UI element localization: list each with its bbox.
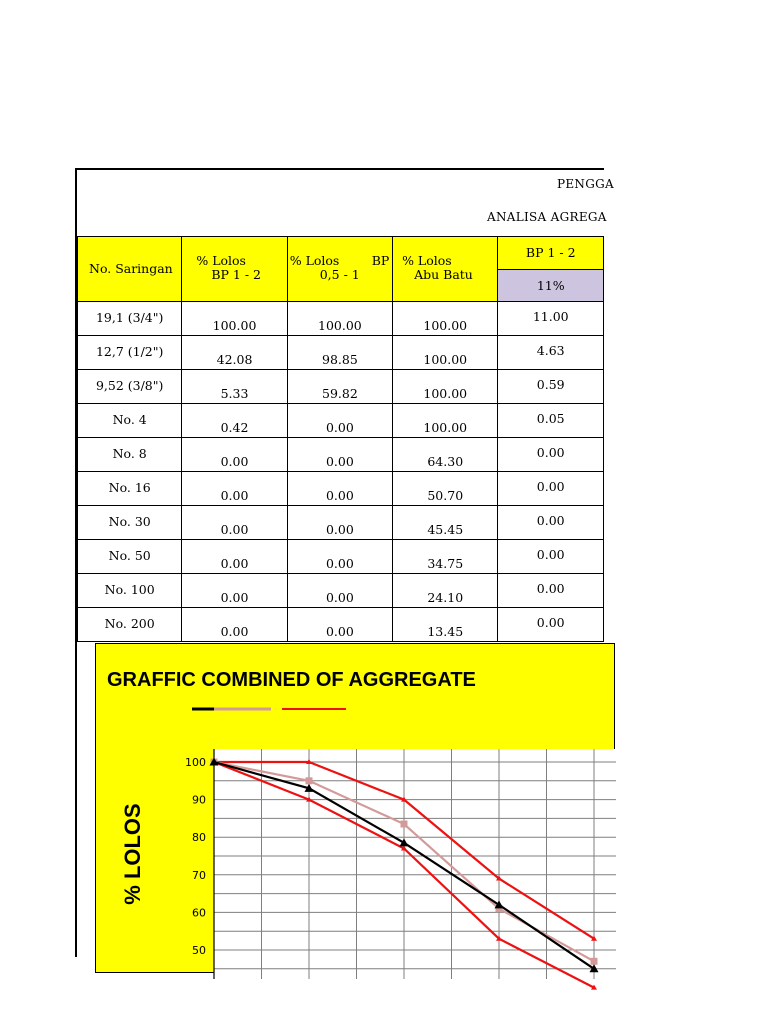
abu-batu-cell[interactable] <box>393 608 498 642</box>
bp12-cell-value: 42.08 <box>216 352 253 367</box>
sieve-cell-value: No. 50 <box>108 548 151 563</box>
abu-batu-cell[interactable] <box>393 506 498 540</box>
combined-cell[interactable] <box>498 438 604 472</box>
header-bp12-line2: BP 1 - 2 <box>211 267 262 282</box>
y-tick-label: 100 <box>185 756 206 769</box>
sieve-cell-value: No. 100 <box>104 582 155 597</box>
header-bp12[interactable] <box>182 237 287 302</box>
sieve-cell[interactable] <box>78 608 182 642</box>
abu-batu-cell-value: 13.45 <box>427 624 464 639</box>
abu-batu-cell-value: 100.00 <box>423 318 468 333</box>
combined-cell-value: 0.00 <box>536 445 565 460</box>
combined-cell[interactable] <box>498 540 604 574</box>
header-sieve[interactable] <box>78 237 182 302</box>
chart-plot <box>96 644 616 974</box>
sheet-title: PENGGA <box>557 177 614 191</box>
bp12-cell[interactable] <box>182 506 287 540</box>
bp051-cell-value: 59.82 <box>322 386 358 401</box>
header-bp051[interactable] <box>287 237 392 302</box>
header-combined-percent[interactable] <box>498 269 604 302</box>
bp051-cell-value: 0.00 <box>325 624 354 639</box>
sieve-cell-value: No. 30 <box>108 514 151 529</box>
chart-title: GRAFFIC COMBINED OF AGGREGATE <box>107 669 476 691</box>
bp12-cell-value: 100.00 <box>212 318 257 333</box>
table-row <box>78 574 604 608</box>
header-combined[interactable] <box>498 237 604 270</box>
bp12-cell-value: 0.00 <box>220 454 249 469</box>
bp12-cell[interactable] <box>182 302 287 336</box>
sieve-cell[interactable] <box>78 574 182 608</box>
abu-batu-cell-value: 34.75 <box>427 556 464 571</box>
sieve-cell-value: No. 4 <box>112 412 147 427</box>
sieve-cell[interactable] <box>78 540 182 574</box>
combined-cell[interactable] <box>498 370 604 404</box>
sieve-cell[interactable] <box>78 404 182 438</box>
bp051-cell-value: 0.00 <box>325 454 354 469</box>
header-bp051-line1: % Lolos <box>289 253 340 268</box>
abu-batu-cell-value: 45.45 <box>427 522 464 537</box>
header-abu-line2: Abu Batu <box>414 267 473 282</box>
combined-cell-value: 0.00 <box>536 581 565 596</box>
table-row <box>78 438 604 472</box>
sieve-cell-value: 12,7 (1/2") <box>95 344 164 359</box>
bp051-cell-value: 0.00 <box>325 488 354 503</box>
sieve-cell[interactable] <box>78 506 182 540</box>
combined-cell-value: 0.59 <box>536 377 565 392</box>
bp051-cell-value: 0.00 <box>325 556 354 571</box>
abu-batu-cell[interactable] <box>393 574 498 608</box>
bp12-cell[interactable] <box>182 472 287 506</box>
sieve-cell[interactable] <box>78 336 182 370</box>
spreadsheet <box>75 168 614 957</box>
abu-batu-cell[interactable] <box>393 336 498 370</box>
y-tick-label: 70 <box>192 868 206 882</box>
sieve-cell-value: No. 200 <box>104 616 155 631</box>
sieve-cell[interactable] <box>78 438 182 472</box>
combined-cell[interactable] <box>498 608 604 642</box>
abu-batu-cell[interactable] <box>393 302 498 336</box>
abu-batu-cell[interactable] <box>393 370 498 404</box>
combined-cell-value: 0.05 <box>536 411 565 426</box>
abu-batu-cell[interactable] <box>393 472 498 506</box>
combined-cell[interactable] <box>498 336 604 370</box>
y-axis-label-text: % LOLOS <box>120 803 145 905</box>
bp051-cell[interactable] <box>287 472 392 506</box>
abu-batu-cell-value: 24.10 <box>427 590 464 605</box>
table-row <box>78 404 604 438</box>
bp12-cell-value: 0.00 <box>220 522 249 537</box>
abu-batu-cell[interactable] <box>393 540 498 574</box>
abu-batu-cell-value: 100.00 <box>423 420 468 435</box>
bp12-cell[interactable] <box>182 336 287 370</box>
data-point <box>401 821 408 828</box>
bp051-cell[interactable] <box>287 370 392 404</box>
table-row <box>78 506 604 540</box>
header-abu[interactable] <box>393 237 498 302</box>
table-row <box>78 370 604 404</box>
bp12-cell-value: 0.00 <box>220 590 249 605</box>
chart-area <box>95 643 615 973</box>
data-point <box>306 777 313 784</box>
header-bp12-line1: % Lolos <box>196 253 246 268</box>
bp12-cell[interactable] <box>182 404 287 438</box>
sieve-table <box>77 236 604 642</box>
abu-batu-cell-value: 64.30 <box>427 454 464 469</box>
abu-batu-cell-value: 100.00 <box>423 386 468 401</box>
combined-cell-value: 0.00 <box>536 513 565 528</box>
abu-batu-cell[interactable] <box>393 404 498 438</box>
sieve-cell-value: No. 16 <box>108 480 151 495</box>
bp12-cell-value: 0.00 <box>220 624 249 639</box>
combined-cell[interactable] <box>498 506 604 540</box>
sieve-cell[interactable] <box>78 472 182 506</box>
bp051-cell[interactable] <box>287 404 392 438</box>
combined-cell-value: 11.00 <box>532 309 569 324</box>
bp12-cell-value: 5.33 <box>220 386 249 401</box>
sieve-cell[interactable] <box>78 302 182 336</box>
bp051-cell-value: 100.00 <box>318 318 362 333</box>
bp12-cell[interactable] <box>182 540 287 574</box>
combined-cell-value: 4.63 <box>536 343 565 358</box>
header-bp051-line2: 0,5 - 1 <box>319 267 360 282</box>
plot-background <box>214 749 616 979</box>
sieve-cell-value: 9,52 (3/8") <box>95 378 164 393</box>
bp051-cell-value: 0.00 <box>325 522 354 537</box>
combined-cell[interactable] <box>498 404 604 438</box>
bp12-cell-value: 0.00 <box>220 488 249 503</box>
bp051-cell[interactable] <box>287 608 392 642</box>
header-sieve-label: No. Saringan <box>89 261 173 276</box>
bp12-cell[interactable] <box>182 574 287 608</box>
table-header-row <box>78 237 604 270</box>
table-row <box>78 608 604 642</box>
data-point <box>591 958 598 965</box>
combined-cell[interactable] <box>498 302 604 336</box>
header-abu-line1: % Lolos <box>402 253 452 268</box>
abu-batu-cell-value: 100.00 <box>423 352 468 367</box>
combined-cell-value: 0.00 <box>536 547 565 562</box>
sieve-cell[interactable] <box>78 370 182 404</box>
percent-value: 11% <box>536 277 565 293</box>
sieve-cell-value: 19,1 (3/4") <box>95 310 164 325</box>
bp051-cell[interactable] <box>287 540 392 574</box>
sheet-subtitle: ANALISA AGREGA <box>487 210 607 224</box>
bp051-cell-value: 98.85 <box>322 352 358 367</box>
abu-batu-cell[interactable] <box>393 438 498 472</box>
header-bp051-line1b: BP <box>371 253 390 268</box>
combined-cell[interactable] <box>498 472 604 506</box>
y-tick-label: 90 <box>192 793 206 807</box>
y-tick-label: 50 <box>192 944 206 957</box>
bp051-cell[interactable] <box>287 506 392 540</box>
combined-cell-value: 0.00 <box>536 615 565 630</box>
table-row <box>78 540 604 574</box>
bp12-cell-value: 0.42 <box>220 420 249 435</box>
bp051-cell[interactable] <box>287 302 392 336</box>
combined-cell[interactable] <box>498 574 604 608</box>
bp12-cell[interactable] <box>182 370 287 404</box>
bp051-cell-value: 0.00 <box>325 420 354 435</box>
table-row <box>78 336 604 370</box>
table-row <box>78 302 604 336</box>
y-tick-label: 80 <box>192 831 206 845</box>
combined-cell-value: 0.00 <box>536 479 565 494</box>
header-combined-label: BP 1 - 2 <box>525 245 576 261</box>
bp051-cell[interactable] <box>287 438 392 472</box>
bp12-cell-value: 0.00 <box>220 556 249 571</box>
abu-batu-cell-value: 50.70 <box>427 488 464 503</box>
y-tick-label: 60 <box>192 906 206 920</box>
bp051-cell[interactable] <box>287 574 392 608</box>
sieve-cell-value: No. 8 <box>112 446 147 461</box>
bp12-cell[interactable] <box>182 438 287 472</box>
bp051-cell-value: 0.00 <box>325 590 354 605</box>
bp051-cell[interactable] <box>287 336 392 370</box>
table-row <box>78 472 604 506</box>
bp12-cell[interactable] <box>182 608 287 642</box>
